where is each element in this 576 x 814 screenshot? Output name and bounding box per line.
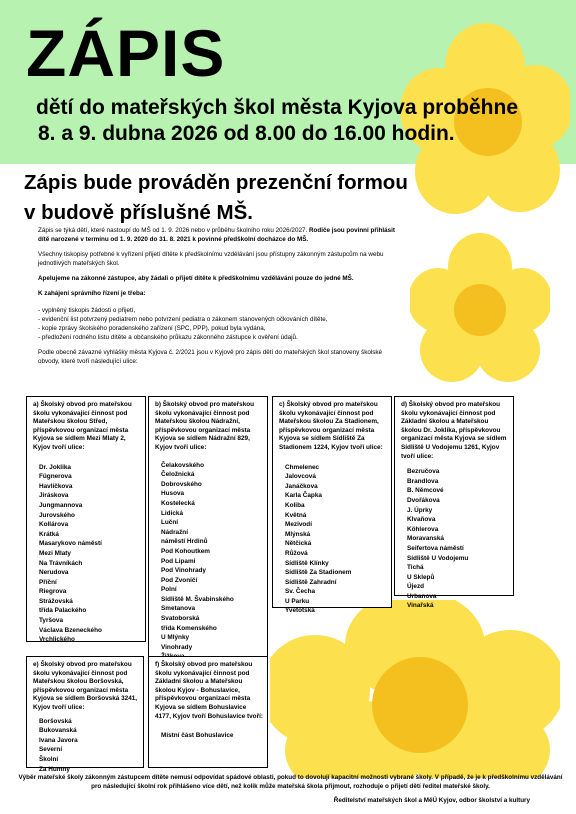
street-item: Klvaňova <box>407 516 436 524</box>
street-item: Yvetotská <box>285 607 315 615</box>
street-item: Masarykovo náměstí <box>39 540 102 548</box>
intro-paragraph-2: Všechny tiskopisy potřebné k vyřízení přijetí dítěte k předškolnímu vzdělávání jsou přístupny zákonným zástupcům na webu jednotlivých mateřských škol. <box>38 251 384 267</box>
street-item: Fügnerova <box>39 473 72 481</box>
street-item: Na Trávníkách <box>39 559 83 567</box>
street-item: U Sklepů <box>407 573 435 581</box>
subtitle-line-1: dětí do mateřských škol města Kyjova proběhne <box>36 96 518 119</box>
intro-paragraph-1 <box>38 226 398 244</box>
street-item: Květná <box>285 511 307 519</box>
headline-line-1: Zápis bude prováděn prezenční formou <box>24 171 408 194</box>
street-item: třída Komenského <box>161 624 217 632</box>
street-item: Tichá <box>407 564 424 572</box>
street-list <box>39 717 139 775</box>
signature: Ředitelství mateřských škol a MěÚ Kyjov, odbor školství a kultury <box>333 797 530 804</box>
street-item: Újezd <box>407 583 425 591</box>
street-item: Václava Bzeneckého <box>39 626 102 634</box>
street-item: Bezručova <box>407 468 440 476</box>
page-title: ZÁPIS <box>26 16 226 90</box>
requirement-item: - kopie zprávy školského poradenského zařízení (SPC, PPP), pokud byla vydána, <box>38 325 266 332</box>
street-item: Pod Vinohrady <box>161 567 206 575</box>
street-item: Husova <box>161 490 185 498</box>
street-item: Urbanova <box>407 592 437 600</box>
street-item: Brandlova <box>407 477 439 485</box>
street-item: Svatoborská <box>161 615 200 623</box>
district-title: e) Školský obvod pro mateřskou školu vykonávající činnost pod Mateřskou školou Boršovská, příspěvkovou organizací města Kyjova se sídlem Boršovská 3241, Kyjov tvoří ulice: <box>33 661 138 711</box>
street-item: Ivana Javora <box>39 736 78 744</box>
district-box-f <box>148 656 268 768</box>
intro-paragraph-5: Podle obecně závazné vyhlášky města Kyjova č. 2/2021 jsou v Kyjově pro zápis dětí do mateřských škol stanoveny školské obvody, které tvoří následující ulice: <box>38 349 383 365</box>
street-item: Nádražní <box>161 528 188 536</box>
footer-note: Výběr mateřské školy zákonným zástupcem dítěte nemusí odpovídat spádové oblasti, pokud to dovolují kapacitní možnosti vybrané školy. V případě, že je k předškolnímu vzdělávání pro následující školní rok přihlášeno více dětí, než kolik může mateřská škola přijmout, rozhoduje o přijetí dětí ředitel mateřské školy. <box>18 774 563 790</box>
street-item: Mezi Mlaty <box>39 549 71 557</box>
street-item: Sídliště Zahradní <box>285 578 337 586</box>
street-item: Jungmannova <box>39 501 83 509</box>
street-item: Strážovská <box>39 597 73 605</box>
street-item: Sídliště M. Švabinského <box>161 595 234 603</box>
requirement-item: - evidenční list potvrzený pediatrem nebo potvrzení pediatra o zákonem stanovených očkováních dítěte, <box>38 316 328 323</box>
street-item: Tyršova <box>39 617 64 625</box>
district-title: a) Školský obvod pro mateřskou školu vykonávající činnost pod Mateřskou školou Střed, příspěvkovou organizací města Kyjova se sídlem Mezi Mlaty 2, Kyjov tvoří ulice: <box>33 401 132 451</box>
street-list <box>161 731 263 741</box>
street-item: Karla Čapka <box>285 492 322 500</box>
street-item: Školní <box>39 755 59 763</box>
street-item: Příční <box>39 578 57 586</box>
district-box-a <box>26 396 146 642</box>
district-title: f) Školský obvod pro mateřskou školu vykonávající činnost pod Základní školou a Mateřskou školou Kyjov - Bohuslavice, příspěvkovou organizací města Kyjova se sídlem Bohuslavice 4177, Kyjov tvoří Bohuslavice tvoří: <box>155 661 263 720</box>
street-item: Mlýnská <box>285 530 311 538</box>
street-item: U Mlýnky <box>161 634 190 642</box>
street-item: třída Palackého <box>39 607 87 615</box>
street-item: Dr. Joklika <box>39 463 71 471</box>
street-item: J. Úprky <box>407 506 433 514</box>
street-item: Růžová <box>285 549 308 557</box>
street-item: Za Humny <box>39 765 70 773</box>
street-item: Moravanská <box>407 535 444 543</box>
street-list <box>161 461 263 662</box>
district-box-c <box>272 396 392 615</box>
street-item: Sv. Čecha <box>285 588 316 596</box>
street-item: Severní <box>39 746 63 754</box>
street-item: Čelakovského <box>161 461 204 469</box>
district-title: c) Školský obvod pro mateřskou školu vykonávající činnost pod Mateřskou školou Za Stadionem, příspěvkovou organizací města Kyjova se sídlem Sídliště Za Stadionem 1224, Kyjov tvoří ulice: <box>279 401 383 451</box>
street-item: Dobrovského <box>161 480 202 488</box>
intro-paragraph-3: Apelujeme na zákonné zástupce, aby žádali o přijetí dítěte k předškolnímu vzdělávání pouze do jedné MŠ. <box>38 275 354 282</box>
street-item: Nerudova <box>39 569 69 577</box>
intro-text <box>38 226 398 372</box>
district-box-d <box>394 396 514 610</box>
requirements-title: K zahájení správního řízení je třeba: <box>38 290 146 297</box>
street-item: Koliba <box>285 501 305 509</box>
subtitle-line-2: 8. a 9. dubna 2026 od 8.00 do 16.00 hodin. <box>38 122 455 145</box>
street-item: Krátká <box>39 530 59 538</box>
street-item: U Parku <box>285 597 310 605</box>
street-item: Dvořákova <box>407 496 440 504</box>
street-item: Jiráskova <box>39 492 69 500</box>
street-item: náměstí Hrdinů <box>161 538 208 546</box>
street-item: Havlíčkova <box>39 482 73 490</box>
requirement-item: - předložení rodného listu dítěte a občanského průkazu zákonného zástupce k ověření údajů. <box>38 334 298 341</box>
street-item: Vinařská <box>407 602 434 610</box>
street-item: Pod Kohoutkem <box>161 547 210 555</box>
street-list <box>285 463 387 617</box>
street-item: Vinohrady <box>161 643 193 651</box>
street-item: Luční <box>161 519 179 527</box>
street-item: Nětčická <box>285 540 312 548</box>
street-item: B. Němcové <box>407 487 444 495</box>
street-item: Místní část Bohuslavice <box>161 732 234 740</box>
street-list <box>407 467 509 611</box>
street-item: Mezivodí <box>285 521 312 529</box>
intro-p1-normal: Zápis se týká dětí, které nastoupí do MŠ od 1. 9. 2026 nebo v průběhu školního roku 2026/2027. <box>38 227 309 234</box>
requirement-item: - vyplněný tiskopis žádosti o přijetí, <box>38 307 136 314</box>
street-item: Čeložnická <box>161 471 195 479</box>
street-item: Pod Lipami <box>161 557 196 565</box>
street-item: Smetanova <box>161 605 196 613</box>
district-box-e <box>26 656 144 773</box>
street-item: Sídliště Za Stadionem <box>285 569 352 577</box>
flower-decoration-middle <box>410 232 550 382</box>
street-item: Seifertova náměstí <box>407 544 464 552</box>
street-item: Bukovanská <box>39 727 77 735</box>
street-item: Sídliště U Vodojemu <box>407 554 469 562</box>
street-item: Janáčkova <box>285 482 318 490</box>
street-item: Lidická <box>161 509 184 517</box>
flower-decoration-bottom <box>270 600 560 778</box>
street-item: Polní <box>161 586 177 594</box>
intro-p1-bold: Rodiče jsou povinni přihlásit dítě narozené v termínu od 1. 9. 2020 do 31. 8. 2021 k povinné předškolní docházce do MŠ. <box>38 227 396 243</box>
headline-line-2: v budově příslušné MŠ. <box>24 201 253 224</box>
street-item: Pod Zvoničí <box>161 576 198 584</box>
street-item: Jalovcová <box>285 473 316 481</box>
street-item: Chmelenec <box>285 463 320 471</box>
requirements <box>38 289 398 298</box>
street-item: Kostelecká <box>161 499 195 507</box>
district-title: d) Školský obvod pro mateřskou školu vykonávající činnost pod Základní školou a Mateřskou školou Dr. Joklíka, příspěvkovou organizací města Kyjova se sídlem Sídliště U Vodojemu 1261, Kyjov tvoří ulice: <box>401 401 507 460</box>
street-list <box>39 463 141 645</box>
street-item: Köhlerova <box>407 525 439 533</box>
street-item: Vrchlického <box>39 636 75 644</box>
headline <box>24 168 408 228</box>
requirements-list <box>38 306 398 342</box>
street-item: Jurovského <box>39 511 75 519</box>
street-item: Kollárova <box>39 521 69 529</box>
street-item: Boršovská <box>39 717 72 725</box>
street-item: Sídliště Klínky <box>285 559 329 567</box>
street-item: Riegrova <box>39 588 67 596</box>
flower-decoration-top <box>400 22 570 218</box>
district-title: b) Školský obvod pro mateřskou školu vykonávající činnost pod Mateřskou školou Nádražní, příspěvkovou organizací města Kyjova se sídlem Nádražní 829, Kyjov tvoří ulice: <box>155 401 255 451</box>
